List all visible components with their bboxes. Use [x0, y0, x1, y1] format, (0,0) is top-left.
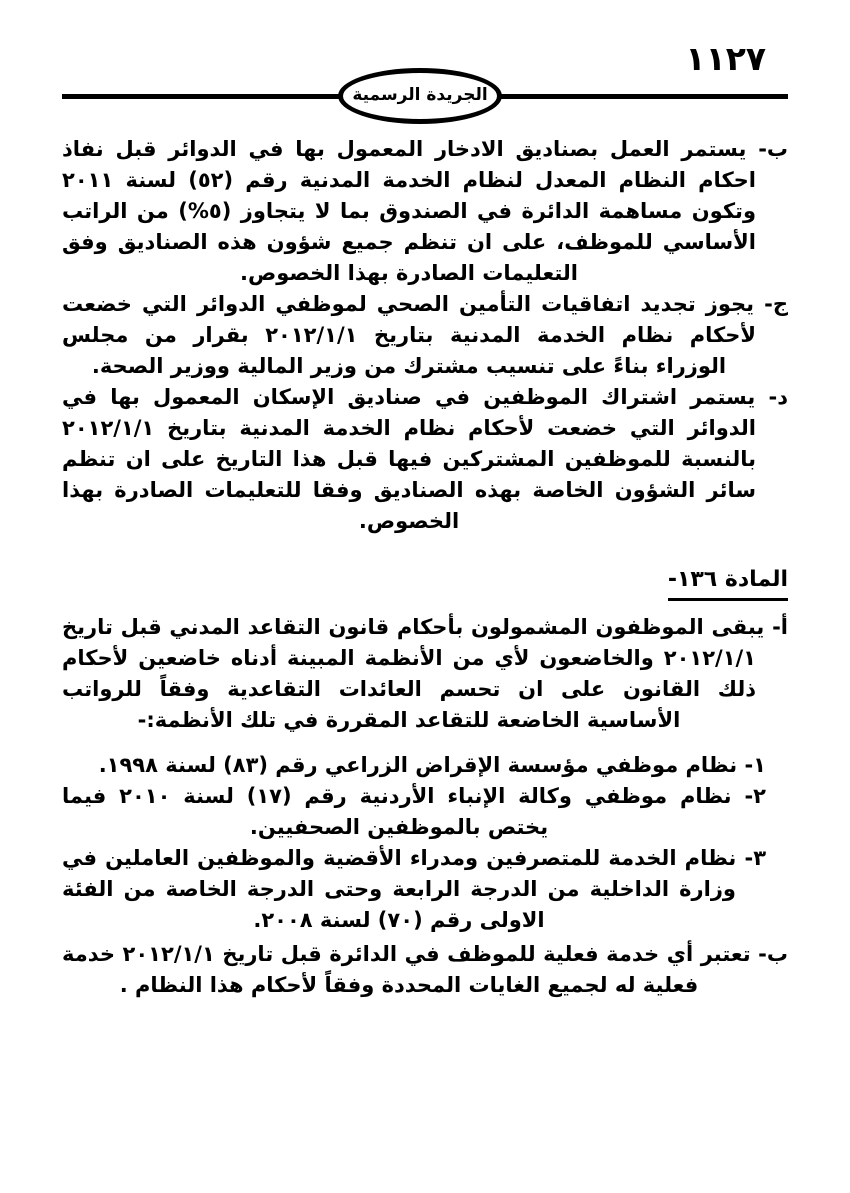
clause-marker: أ-	[772, 615, 788, 639]
article-136-heading	[62, 564, 788, 601]
clause-marker: ج-	[764, 292, 788, 316]
clause-j-health-insurance	[62, 289, 788, 382]
list-item-1	[62, 750, 766, 781]
list-item-marker: ٢-	[744, 784, 766, 808]
clause-marker: ب-	[758, 137, 789, 161]
list-item-2	[62, 781, 766, 843]
list-item-marker: ٣-	[744, 846, 767, 870]
clause-marker: ب-	[758, 942, 788, 966]
list-item-text: نظام الخدمة للمتصرفين ومدراء الأقضية والموظفين العاملين في وزارة الداخلية من الدرجة الرابعة وحتى الدرجة الخاصة من الفئة الاولى رقم (٧٠) لسنة ٢٠٠٨.	[62, 846, 737, 932]
clause-text: يستمر العمل بصناديق الادخار المعمول بها في الدوائر قبل نفاذ احكام النظام المعدل لنظام الخدمة المدنية رقم (٥٢) لسنة ٢٠١١ وتكون مساهمة الدائرة في الصندوق بما لا يتجاوز (٥%) من الراتب الأساسي للموظف، على ان تنظم جميع شؤون هذه الصناديق وفق التعليمات الصادرة بهذا الخصوص.	[62, 137, 756, 285]
article-136-clause-b	[62, 939, 788, 1001]
list-item-text: نظام موظفي وكالة الإنباء الأردنية رقم (١٧) لسنة ٢٠١٠ فيما يختص بالموظفين الصحفيين.	[62, 784, 732, 839]
article-136-heading-text: المادة ١٣٦-	[668, 564, 788, 601]
document-body	[62, 134, 788, 1001]
page-number: ١١٢٧	[685, 39, 766, 78]
clause-text: تعتبر أي خدمة فعلية للموظف في الدائرة قبل تاريخ ٢٠١٢/١/١ خدمة فعلية له لجميع الغايات المحددة وفقاً لأحكام هذا النظام .	[62, 942, 751, 997]
systems-list	[62, 750, 788, 936]
clause-text: يجوز تجديد اتفاقيات التأمين الصحي لموظفي الدوائر التي خضعت لأحكام نظام الخدمة المدنية بتاريخ ٢٠١٢/١/١ بقرار من مجلس الوزراء بناءً على تنسيب مشترك من وزير المالية ووزير الصحة.	[62, 292, 756, 378]
clause-text: يبقى الموظفون المشمولون بأحكام قانون التقاعد المدني قبل تاريخ ٢٠١٢/١/١ والخاضعون لأي من الأنظمة المبينة أدناه خاضعين لأحكام ذلك القانون على ان تحسم العائدات التقاعدية وفقاً للرواتب الأساسية الخاضعة للتقاعد المقررة في تلك الأنظمة:-	[62, 615, 765, 732]
clause-d-housing-funds	[62, 382, 788, 537]
clause-marker: د-	[768, 385, 788, 409]
gazette-title-badge	[338, 68, 502, 124]
article-136-clause-a	[62, 612, 788, 736]
gazette-title: الجريدة الرسمية	[352, 85, 488, 105]
list-item-text: نظام موظفي مؤسسة الإقراض الزراعي رقم (٨٣) لسنة ١٩٩٨.	[98, 753, 738, 777]
clause-b-savings	[62, 134, 788, 289]
clause-text: يستمر اشتراك الموظفين في صناديق الإسكان المعمول بها في الدوائر التي خضعت لأحكام نظام الخدمة المدنية بتاريخ ٢٠١٢/١/١ بالنسبة للموظفين المشتركين فيها قبل هذا التاريخ على ان تنظم سائر الشؤون الخاصة بهذه الصناديق وفقا للتعليمات الصادرة بهذا الخصوص.	[62, 385, 756, 533]
list-item-3	[62, 843, 766, 936]
list-item-marker: ١-	[744, 753, 766, 777]
